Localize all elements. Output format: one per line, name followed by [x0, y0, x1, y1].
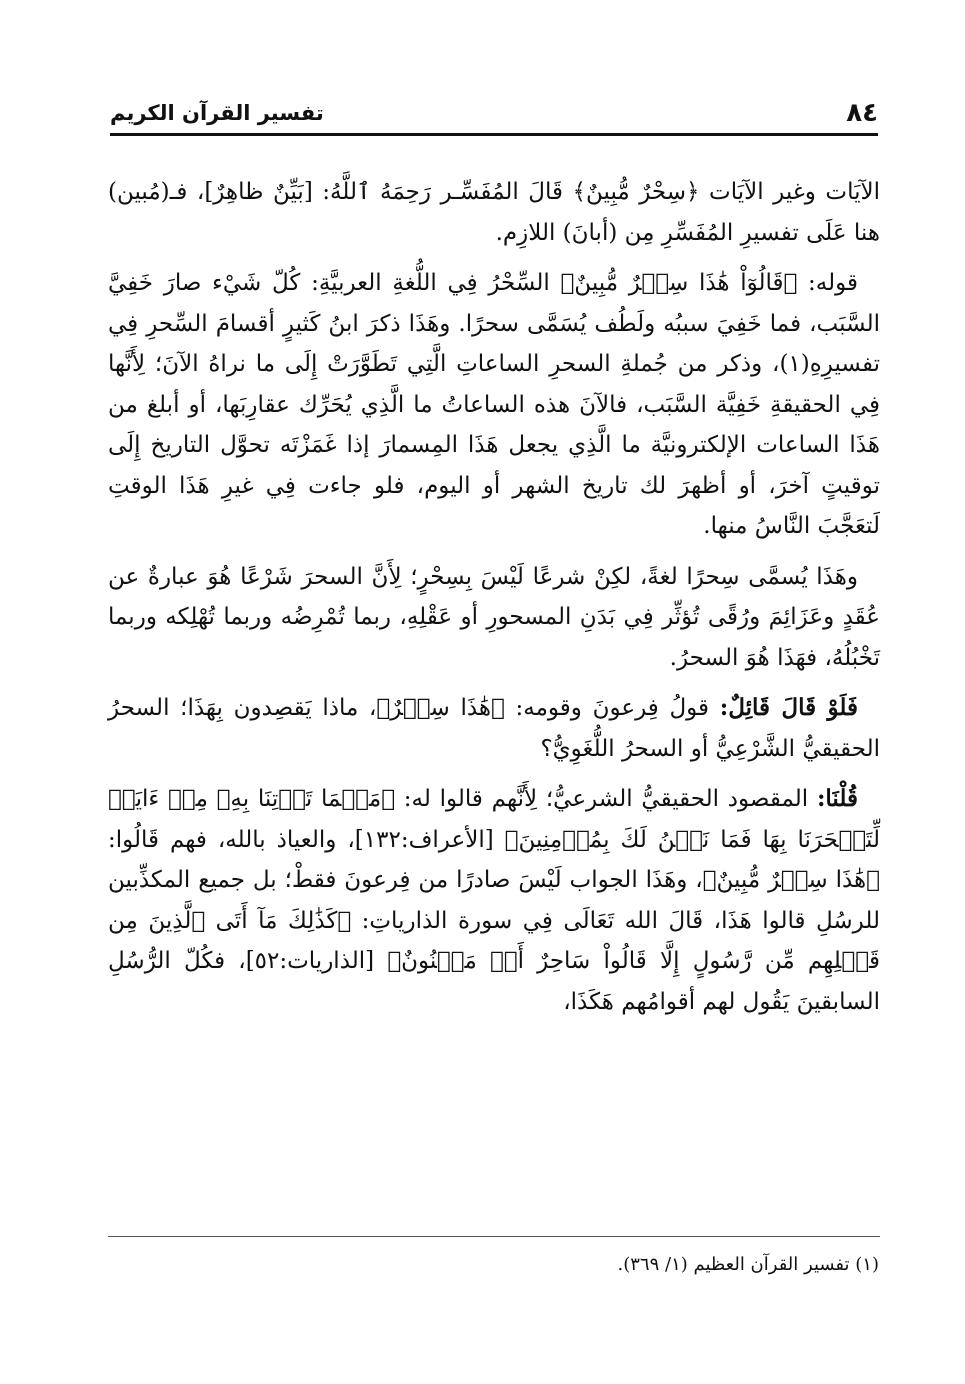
book-title: تفسير القرآن الكريم [110, 101, 324, 125]
paragraph-1 [108, 172, 880, 253]
paragraph-lead: فَلَوْ قَالَ قَائِلٌ: [719, 694, 858, 721]
paragraph-lead: قُلْنَا: [816, 785, 858, 812]
paragraph-4 [108, 688, 880, 769]
footnote-divider [108, 1236, 880, 1237]
paragraph-text: الآيَات وغير الآيَات ﴿سِحْرٌ مُّبِينٌ﴾ قَالَ المُفَسِّـر رَحِمَهُ ٱللَّهُ: [بَيِّنٌ ظاهِرٌ]، فـ(مُبين) هنا عَلَى تفسيرِ المُفَسِّرِ مِن (أبانَ) اللازِم. [108, 179, 880, 246]
paragraph-text: وهَذَا يُسمَّى سِحرًا لغةً، لكِنْ شرعًا لَيْسَ بِسِحْرٍ؛ لِأَنَّ السحرَ شَرْعًا هُوَ عبارةٌ عن عُقَدٍ وعَزَائِمَ ورُقًى تُؤثِّر فِي بَدَنِ المسحورِ أو عَقْلِهِ، ربما تُمْرِضُه وربما تُهْلِكه وربما تَخْبُلُهُ، فهَذَا هُوَ السحرُ. [108, 563, 880, 671]
paragraph-text: المقصود الحقيقيُّ الشرعيُّ؛ لِأَنَّهم قالوا له: ﴿مَهۡمَا تَأۡتِنَا بِهِۦ مِنۡ ءَايَةٖ لِّتَسۡحَرَنَا بِهَا فَمَا نَحۡنُ لَكَ بِمُؤۡمِنِينَ﴾ [الأعراف:١٣٢]، والعياذ بالله، فهم قَالُوا: ﴿هَٰذَا سِحۡرٌ مُّبِينٌ﴾، وهَذَا الجواب لَيْسَ صادرًا من فِرعونَ فقطْ؛ بل جميع المكذِّبين للرسُلِ قالوا هَذَا، قَالَ الله تَعَالَى فِي سورة الذارياتِ: ﴿كَذَٰلِكَ مَآ أَتَى ٱلَّذِينَ مِن قَبۡلِهِم مِّن رَّسُولٍ إِلَّا قَالُواْ سَاحِرٌ أَوۡ مَجۡنُونٌ﴾ [الذاريات:٥٢]، فكُلّ الرُّسُلِ السابقينَ يَقُول لهم أقوامُهم هَكَذَا، [108, 786, 880, 1015]
main-text [108, 172, 880, 1032]
paragraph-5 [108, 779, 880, 1022]
page-number: ٨٤ [846, 98, 878, 128]
footnote: (١) تفسير القرآن العظيم (١/ ٣٦٩). [617, 1254, 879, 1275]
paragraph-text: قولُ فِرعونَ وقومه: ﴿هَٰذَا سِحۡرٌ﴾، ماذا يَقصِدون بِهَذَا؛ السحرُ الحقيقيُّ الشَّرْعِيُّ أو السحرُ اللُّغَوِيُّ؟ [108, 695, 880, 762]
paragraph-2 [108, 263, 880, 547]
page-header [110, 96, 878, 132]
paragraph-text: قوله: ﴿قَالُوٓاْ هَٰذَا سِحۡرٌ مُّبِينٌ﴾ السِّحْرُ فِي اللُّغةِ العربيَّةِ: كُلّ شَيْء صارَ خَفِيَّ السَّبَب، فما خَفِيَ سببُه ولَطُف يُسَمَّى سحرًا. وهَذَا ذكرَ ابنُ كَثيرٍ أقسامَ السِّحرِ فِي تفسيرِهِ(١)، وذكر من جُملةِ السحرِ الساعاتِ الَّتِي تَطَوَّرَتْ إِلَى ما نراهُ الآنَ؛ لِأَنَّها فِي الحقيقةِ خَفِيَّة السَّبَب، فالآنَ هذه الساعاتُ ما الَّذِي يُحَرِّك عقارِبَها، أو أبلغ من هَذَا الساعات الإلكترونيَّة ما الَّذِي يجعل هَذَا المِسمارَ إذا غَمَزْتَه تحوَّل التاريخ إِلَى توقيتٍ آخرَ، أو أظهرَ لك تاريخ الشهر أو اليوم، فلو جاءت فِي غيرِ هَذَا الوقتِ لَتعَجَّبَ النَّاسُ منها. [108, 270, 880, 539]
header-divider [110, 133, 878, 136]
paragraph-3 [108, 557, 880, 679]
